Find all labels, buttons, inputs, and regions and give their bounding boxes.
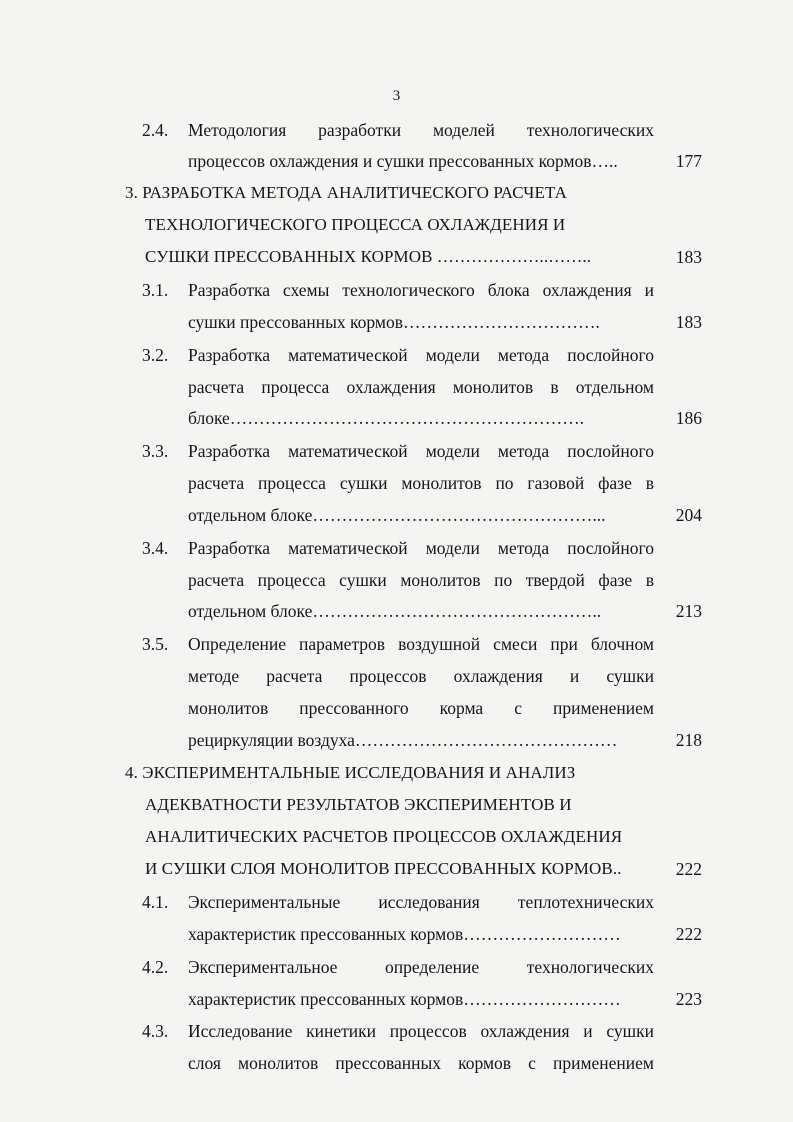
toc-title-line: блоке……………………………………………………. bbox=[188, 408, 585, 428]
toc-number: 4.1. bbox=[142, 892, 169, 912]
toc-chapter-line: И СУШКИ СЛОЯ МОНОЛИТОВ ПРЕССОВАННЫХ КОРМОВ.. bbox=[145, 859, 622, 878]
toc-page-number: 177 bbox=[675, 151, 702, 171]
toc-title-line: Разработка математической модели метода послойного bbox=[188, 538, 654, 558]
toc-chapter-line: СУШКИ ПРЕССОВАННЫХ КОРМОВ ………………..…….. bbox=[145, 247, 592, 266]
toc-number: 2.4. bbox=[142, 120, 169, 140]
toc-number: 4.2. bbox=[142, 957, 169, 977]
toc-title-line: расчета процесса сушки монолитов по твердой фазе в bbox=[188, 570, 654, 590]
toc-chapter-line: 4. ЭКСПЕРИМЕНТАЛЬНЫЕ ИССЛЕДОВАНИЯ И АНАЛИЗ bbox=[125, 763, 576, 782]
toc-number: 3.4. bbox=[142, 538, 169, 558]
toc-number: 3.3. bbox=[142, 441, 169, 461]
toc-title-line: Разработка математической модели метода послойного bbox=[188, 441, 654, 461]
toc-number: 3.1. bbox=[142, 280, 169, 300]
toc-page-number: 186 bbox=[675, 408, 702, 428]
toc-title-line: характеристик прессованных кормов……………………… bbox=[188, 924, 621, 944]
toc-title-line: отдельном блоке…………………………………………... bbox=[188, 505, 606, 525]
toc-chapter-line: АНАЛИТИЧЕСКИХ РАСЧЕТОВ ПРОЦЕССОВ ОХЛАЖДЕНИЯ bbox=[145, 827, 623, 846]
toc-chapter-line: АДЕКВАТНОСТИ РЕЗУЛЬТАТОВ ЭКСПЕРИМЕНТОВ И bbox=[145, 795, 572, 814]
toc-page-number: 183 bbox=[675, 312, 702, 332]
toc-title-line: отдельном блоке………………………………………….. bbox=[188, 601, 602, 621]
toc-title-line: расчета процесса сушки монолитов по газовой фазе в bbox=[188, 473, 654, 493]
toc-page-number: 204 bbox=[675, 505, 702, 525]
toc-number: 3.5. bbox=[142, 634, 169, 654]
toc-title-line: Экспериментальные исследования теплотехнических bbox=[188, 892, 654, 912]
toc-number: 3.2. bbox=[142, 345, 169, 365]
toc-title-line: процессов охлаждения и сушки прессованных кормов….. bbox=[188, 151, 618, 171]
toc-title-line: Разработка математической модели метода послойного bbox=[188, 345, 654, 365]
toc-title-line: слоя монолитов прессованных кормов с применением bbox=[188, 1053, 654, 1073]
toc-title-line: Определение параметров воздушной смеси при блочном bbox=[188, 634, 654, 654]
toc-number: 4.3. bbox=[142, 1021, 169, 1041]
toc-page-number: 213 bbox=[675, 601, 702, 621]
toc-title-line: Экспериментальное определение технологических bbox=[188, 957, 654, 977]
toc-title-line: Методология разработки моделей технологических bbox=[188, 120, 654, 140]
toc-title-line: расчета процесса охлаждения монолитов в отдельном bbox=[188, 377, 654, 397]
toc-title-line: монолитов прессованного корма с применением bbox=[188, 698, 654, 718]
toc-page-number: 222 bbox=[675, 924, 702, 944]
toc-page-number: 183 bbox=[675, 247, 702, 267]
toc-page-number: 222 bbox=[675, 859, 702, 879]
toc-chapter-line: 3. РАЗРАБОТКА МЕТОДА АНАЛИТИЧЕСКОГО РАСЧЕТА bbox=[125, 183, 567, 202]
toc-title-line: методе расчета процессов охлаждения и сушки bbox=[188, 666, 654, 686]
toc-title-line: рециркуляции воздуха……………………………………… bbox=[188, 730, 618, 750]
toc-title-line: характеристик прессованных кормов……………………… bbox=[188, 989, 621, 1009]
toc-page-number: 218 bbox=[675, 730, 702, 750]
page-number: 3 bbox=[392, 88, 401, 104]
toc-chapter-line: ТЕХНОЛОГИЧЕСКОГО ПРОЦЕССА ОХЛАЖДЕНИЯ И bbox=[145, 215, 566, 234]
toc-title-line: Разработка схемы технологического блока охлаждения и bbox=[188, 280, 654, 300]
toc-title-line: сушки прессованных кормов……………………………. bbox=[188, 312, 600, 332]
toc-page-number: 223 bbox=[675, 989, 702, 1009]
toc-title-line: Исследование кинетики процессов охлаждения и сушки bbox=[188, 1021, 654, 1041]
